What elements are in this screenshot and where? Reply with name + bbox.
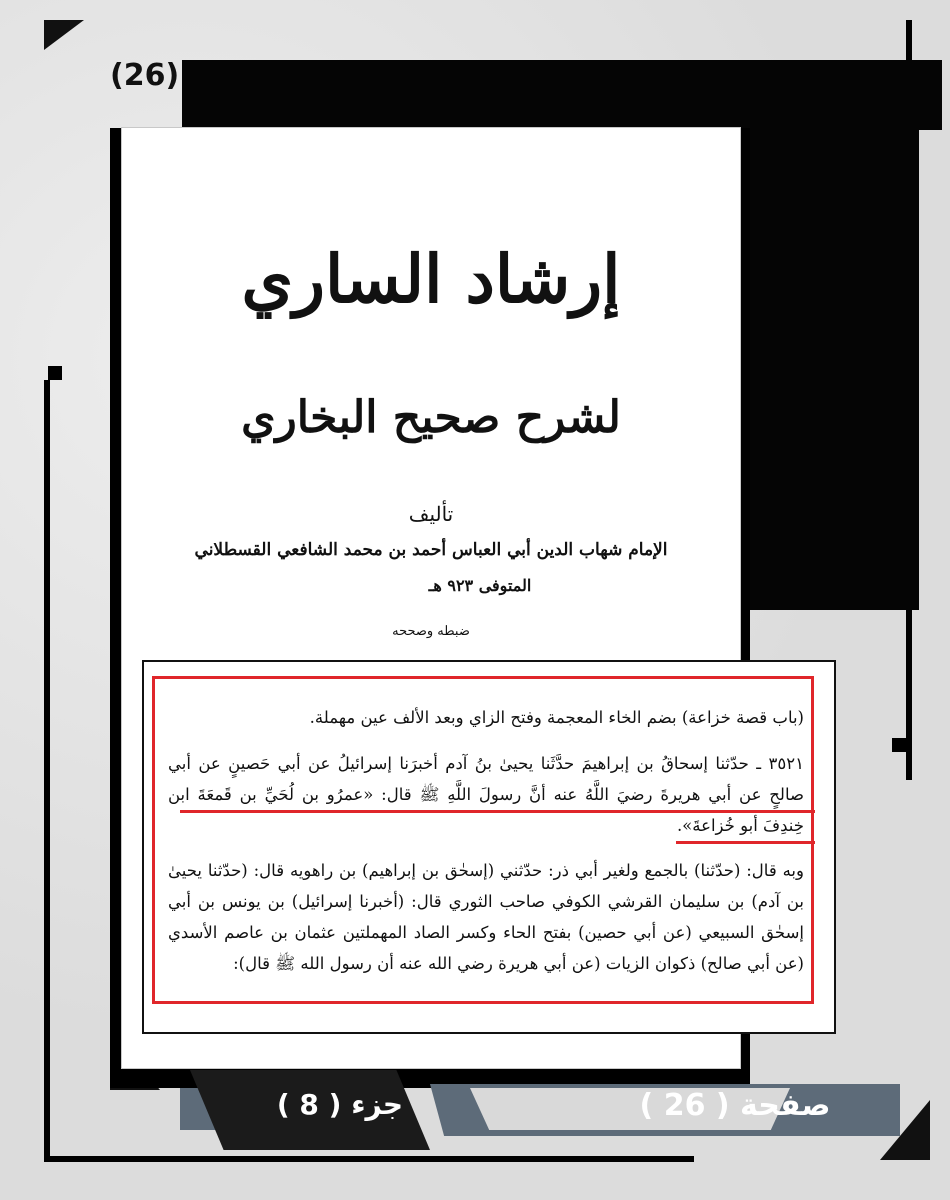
author-name: الإمام شهاب الدين أبي العباس أحمد بن محمد الشافعي القسطلاني: [194, 540, 668, 560]
red-underline-1: [180, 810, 815, 813]
taleef-label: تأليف: [408, 502, 454, 526]
author-death-date: المتوفى ٩٢٣ هـ: [428, 576, 532, 595]
page-number-tag: (26): [110, 58, 180, 93]
frame-left-line: [44, 380, 50, 1160]
commentary-text: وبه قال: (حدّثنا) بالجمع ولغير أبي ذر: حدّثني (إسحٰق بن إبراهيم) بن راهويه قال: (حدّثنا يحيىٰ بن آدم) بن سليمان القرشي الكوفي صاحب الثوري قال: (أخبرنا إسرائيل) بن يونس بن أبي إسحٰق السبيعي (عن أبي حصين) بفتح الحاء وكسر الصاد المهملتين عثمان بن عاصم الأسدي (عن أبي صالح) ذكوان الزيات (عن أبي هريرة رضي الله عنه أن رسول الله ﷺ قال):: [168, 861, 804, 973]
editor-line: ضبطه وصححه: [392, 624, 470, 639]
book-subtitle: لشرح صحيح البخاري: [241, 392, 621, 443]
frame-top-left-corner: [44, 20, 84, 50]
frame-left-square: [48, 366, 62, 380]
book-title: إرشاد الساري: [241, 240, 621, 318]
page-label: صفحة ( 26 ): [639, 1088, 831, 1123]
volume-label: جزء ( 8 ): [276, 1088, 404, 1121]
hadith-text: ٣٥٢١ ـ حدّثنا إسحاقُ بن إبراهيمَ حدَّثَنا يحيىٰ بنُ آدم أخبرَنا إسرائيلُ عن أبي حَصينٍ عن أبي صالحٍ عن أبي هريرةَ رضيَ اللَّهُ عنه أنَّ رسولَ اللَّهِ ﷺ قال: «عمرُو بن لُحَيِّ بن قَمعَةَ ابن خِندِفَ أبو خُزاعةَ».: [168, 754, 804, 835]
frame-right-square: [892, 738, 906, 752]
chapter-heading: (باب قصة خزاعة) بضم الخاء المعجمة وفتح الزاي وبعد الألف عين مهملة.: [309, 708, 804, 727]
red-underline-2: [676, 841, 815, 844]
frame-bottom-line: [44, 1156, 694, 1162]
